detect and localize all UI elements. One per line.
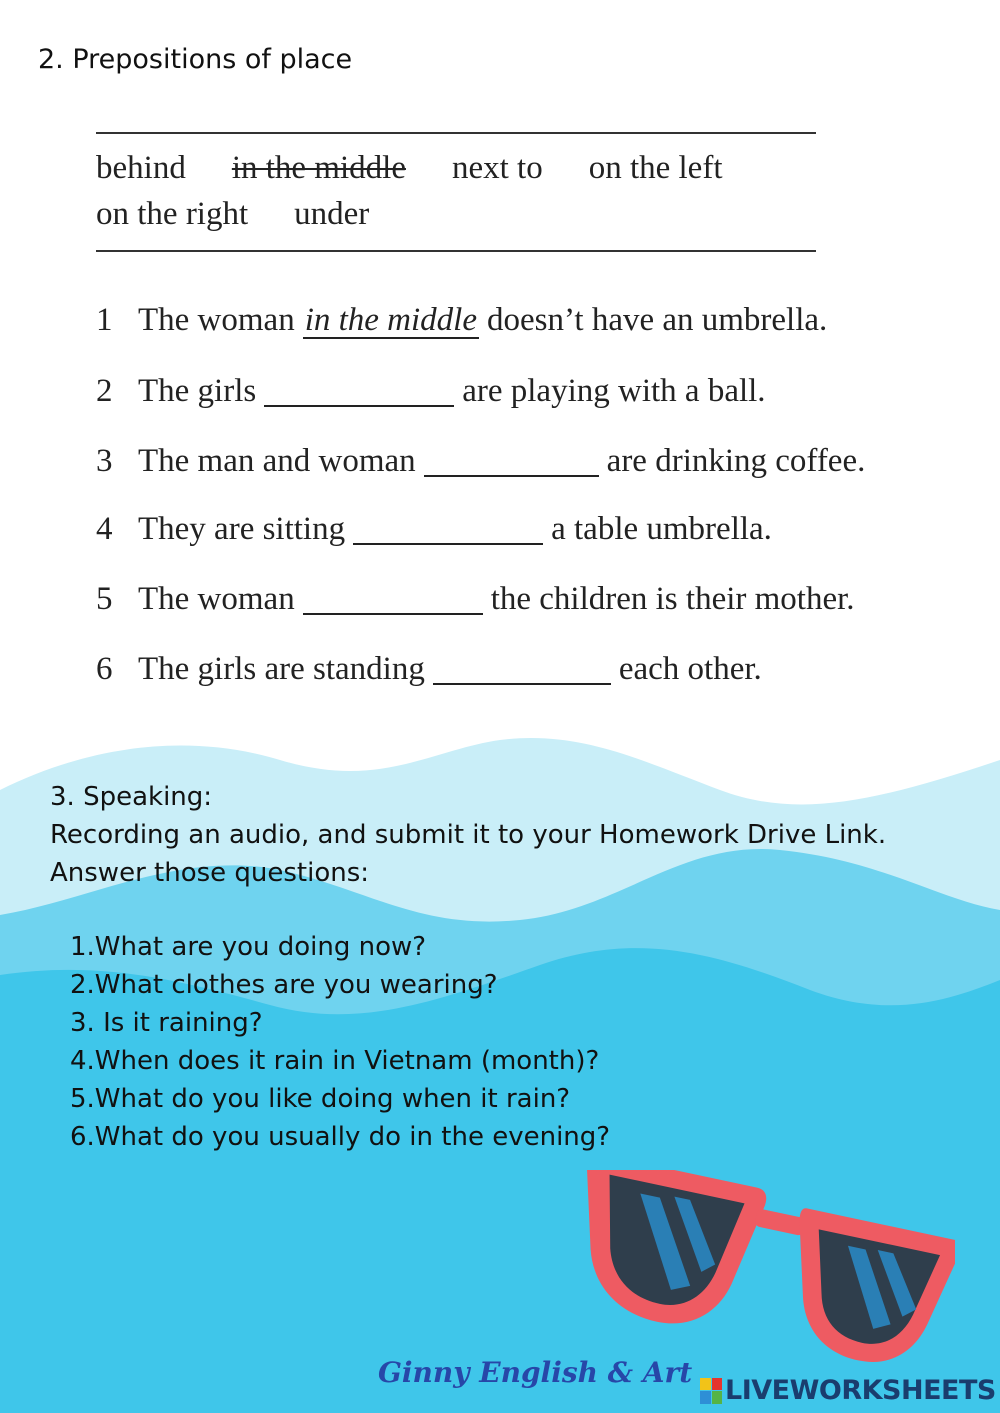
sentence-before: The girls are standing: [138, 651, 425, 687]
answer-blank[interactable]: [264, 372, 454, 407]
sentence-3: [96, 442, 865, 480]
question-item: 1.What are you doing now?: [70, 932, 427, 962]
word-bank-bottom-rule: [96, 250, 816, 252]
answer-blank[interactable]: [353, 510, 543, 545]
answer-blank[interactable]: [424, 442, 599, 477]
sentence-number: 3: [96, 443, 113, 479]
sentence-after: doesn’t have an umbrella.: [487, 302, 828, 338]
question-item: 5.What do you like doing when it rain?: [70, 1084, 571, 1114]
question-item: 3. Is it raining?: [70, 1008, 263, 1038]
question-item: 6.What do you usually do in the evening?: [70, 1122, 611, 1152]
sentence-number: 5: [96, 581, 113, 617]
word-bank-item: under: [294, 196, 370, 232]
question-list: [70, 928, 610, 1156]
speaking-section: [50, 778, 886, 892]
answer-blank[interactable]: in the middle: [304, 302, 478, 338]
answer-blank[interactable]: [433, 650, 611, 685]
section3-instruction: Recording an audio, and submit it to your Homework Drive Link.: [50, 820, 887, 850]
word-bank-item: on the left: [588, 150, 723, 186]
question-item: 2.What clothes are you wearing?: [70, 970, 498, 1000]
sentence-4: [96, 510, 772, 548]
sentence-number: 6: [96, 651, 113, 687]
sunglasses-bridge: [754, 1208, 807, 1236]
sentence-before: The woman: [138, 302, 295, 338]
liveworksheets-watermark: [700, 1375, 996, 1406]
section2-title: 2. Prepositions of place: [38, 44, 353, 75]
sentence-after: a table umbrella.: [551, 511, 772, 547]
sentence-after: the children is their mother.: [490, 581, 855, 617]
word-bank-item: on the right: [96, 196, 249, 232]
sentence-1: [96, 302, 827, 339]
sentence-before: The girls: [138, 373, 257, 409]
sentence-2: [96, 372, 766, 410]
liveworksheets-logo-icon: [700, 1378, 722, 1404]
sentence-6: [96, 650, 762, 688]
word-bank-item: in the middle: [231, 150, 406, 186]
sentence-5: [96, 580, 855, 618]
sentence-number: 1: [96, 302, 113, 338]
answer-blank[interactable]: [303, 580, 483, 615]
word-bank-top-rule: [96, 132, 816, 134]
word-bank-item: next to: [451, 150, 543, 186]
sunglasses-icon: [565, 1170, 955, 1370]
sentence-before: They are sitting: [138, 511, 346, 547]
section3-title: 3. Speaking:: [50, 782, 213, 812]
word-bank: [96, 145, 816, 237]
sentence-number: 2: [96, 373, 113, 409]
sentence-after: are playing with a ball.: [462, 373, 766, 409]
question-item: 4.When does it rain in Vietnam (month)?: [70, 1046, 600, 1076]
sentence-number: 4: [96, 511, 113, 547]
word-bank-item: behind: [96, 150, 186, 186]
brand-signature: Ginny English & Art: [378, 1356, 693, 1389]
section3-prompt: Answer those questions:: [50, 858, 370, 888]
sentence-after: each other.: [618, 651, 762, 687]
watermark-text: LIVEWORKSHEETS: [725, 1375, 996, 1406]
sentence-before: The woman: [138, 581, 295, 617]
sentence-after: are drinking coffee.: [606, 443, 866, 479]
sentence-before: The man and woman: [138, 443, 416, 479]
